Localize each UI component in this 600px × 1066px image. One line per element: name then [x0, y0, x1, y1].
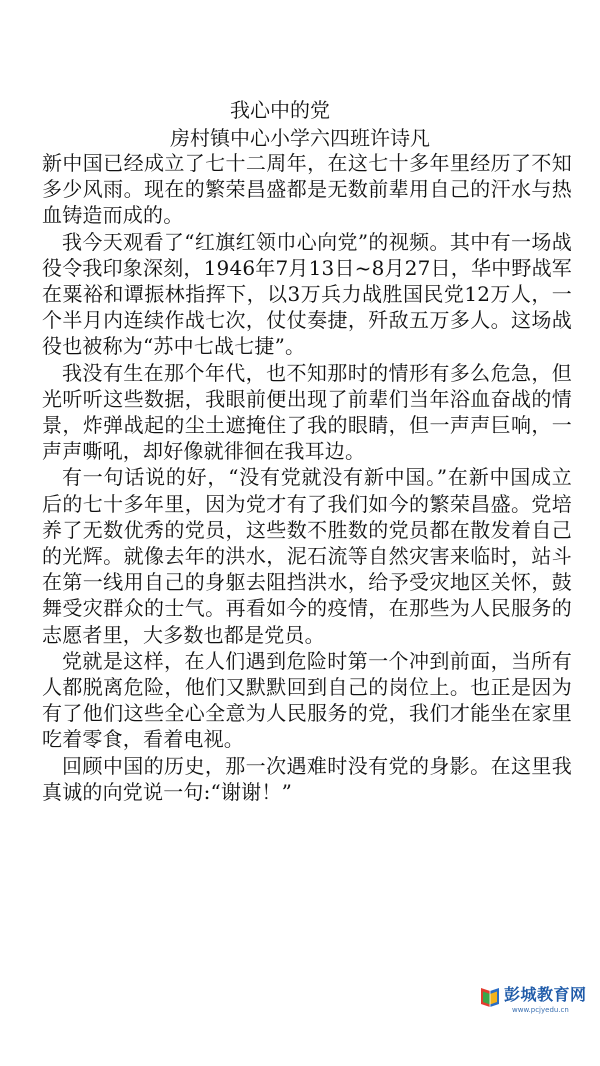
watermark-site-name: 彭城教育网	[504, 985, 587, 1004]
paragraph-6: 回顾中国的历史，那一次遇难时没有党的身影。在这里我真诚的向党说一句:“谢谢！”	[42, 753, 572, 804]
essay-body	[42, 150, 572, 805]
paragraph-5: 党就是这样，在人们遇到危险时第一个冲到前面，当所有人都脱离危险，他们又默默回到自己的岗位上。也正是因为有了他们这些全心全意为人民服务的党，我们才能坐在家里吃着零食，看着电视。	[42, 648, 572, 752]
paragraph-3: 我没有生在那个年代，也不知那时的情形有多么危急，但光听听这些数据，我眼前便出现了前辈们当年浴血奋战的情景，炸弹战起的尘土遮掩住了我的眼睛，但一声声巨响，一声声嘶吼，却好像就徘徊在我耳边。	[42, 360, 572, 464]
watermark-url: www.pcjyedu.cn	[512, 1006, 569, 1014]
site-watermark	[478, 984, 593, 1020]
essay-title: 我心中的党	[230, 98, 330, 122]
paragraph-4: 有一句话说的好，“没有党就没有新中国。”在新中国成立后的七十多年里，因为党才有了我们如今的繁荣昌盛。党培养了无数优秀的党员，这些数不胜数的党员都在散发着自己的光辉。就像去年的洪水，泥石流等自然灾害来临时，站斗在第一线用自己的身躯去阻挡洪水，给予受灾地区关怀，鼓舞受灾群众的士气。再看如今的疫情，在那些为人民服务的志愿者里，大多数也都是党员。	[42, 465, 572, 647]
essay-author: 房村镇中心小学六四班许诗凡	[170, 126, 430, 150]
paragraph-2: 我今天观看了“红旗红领巾心向党”的视频。其中有一场战役令我印象深刻，1946年7月13日~8月27日，华中野战军在粟裕和谭振林指挥下，以3万兵力战胜国民党12万人，一个半月内连续作战七次，仗仗奏捷，歼敌五万多人。这场战役也被称为“苏中七战七捷”。	[42, 229, 573, 359]
paragraph-1: 新中国已经成立了七十二周年，在这七十多年里经历了不知多少风雨。现在的繁荣昌盛都是无数前辈用自己的汗水与热血铸造而成的。	[42, 151, 572, 228]
book-logo-icon	[478, 986, 502, 1008]
